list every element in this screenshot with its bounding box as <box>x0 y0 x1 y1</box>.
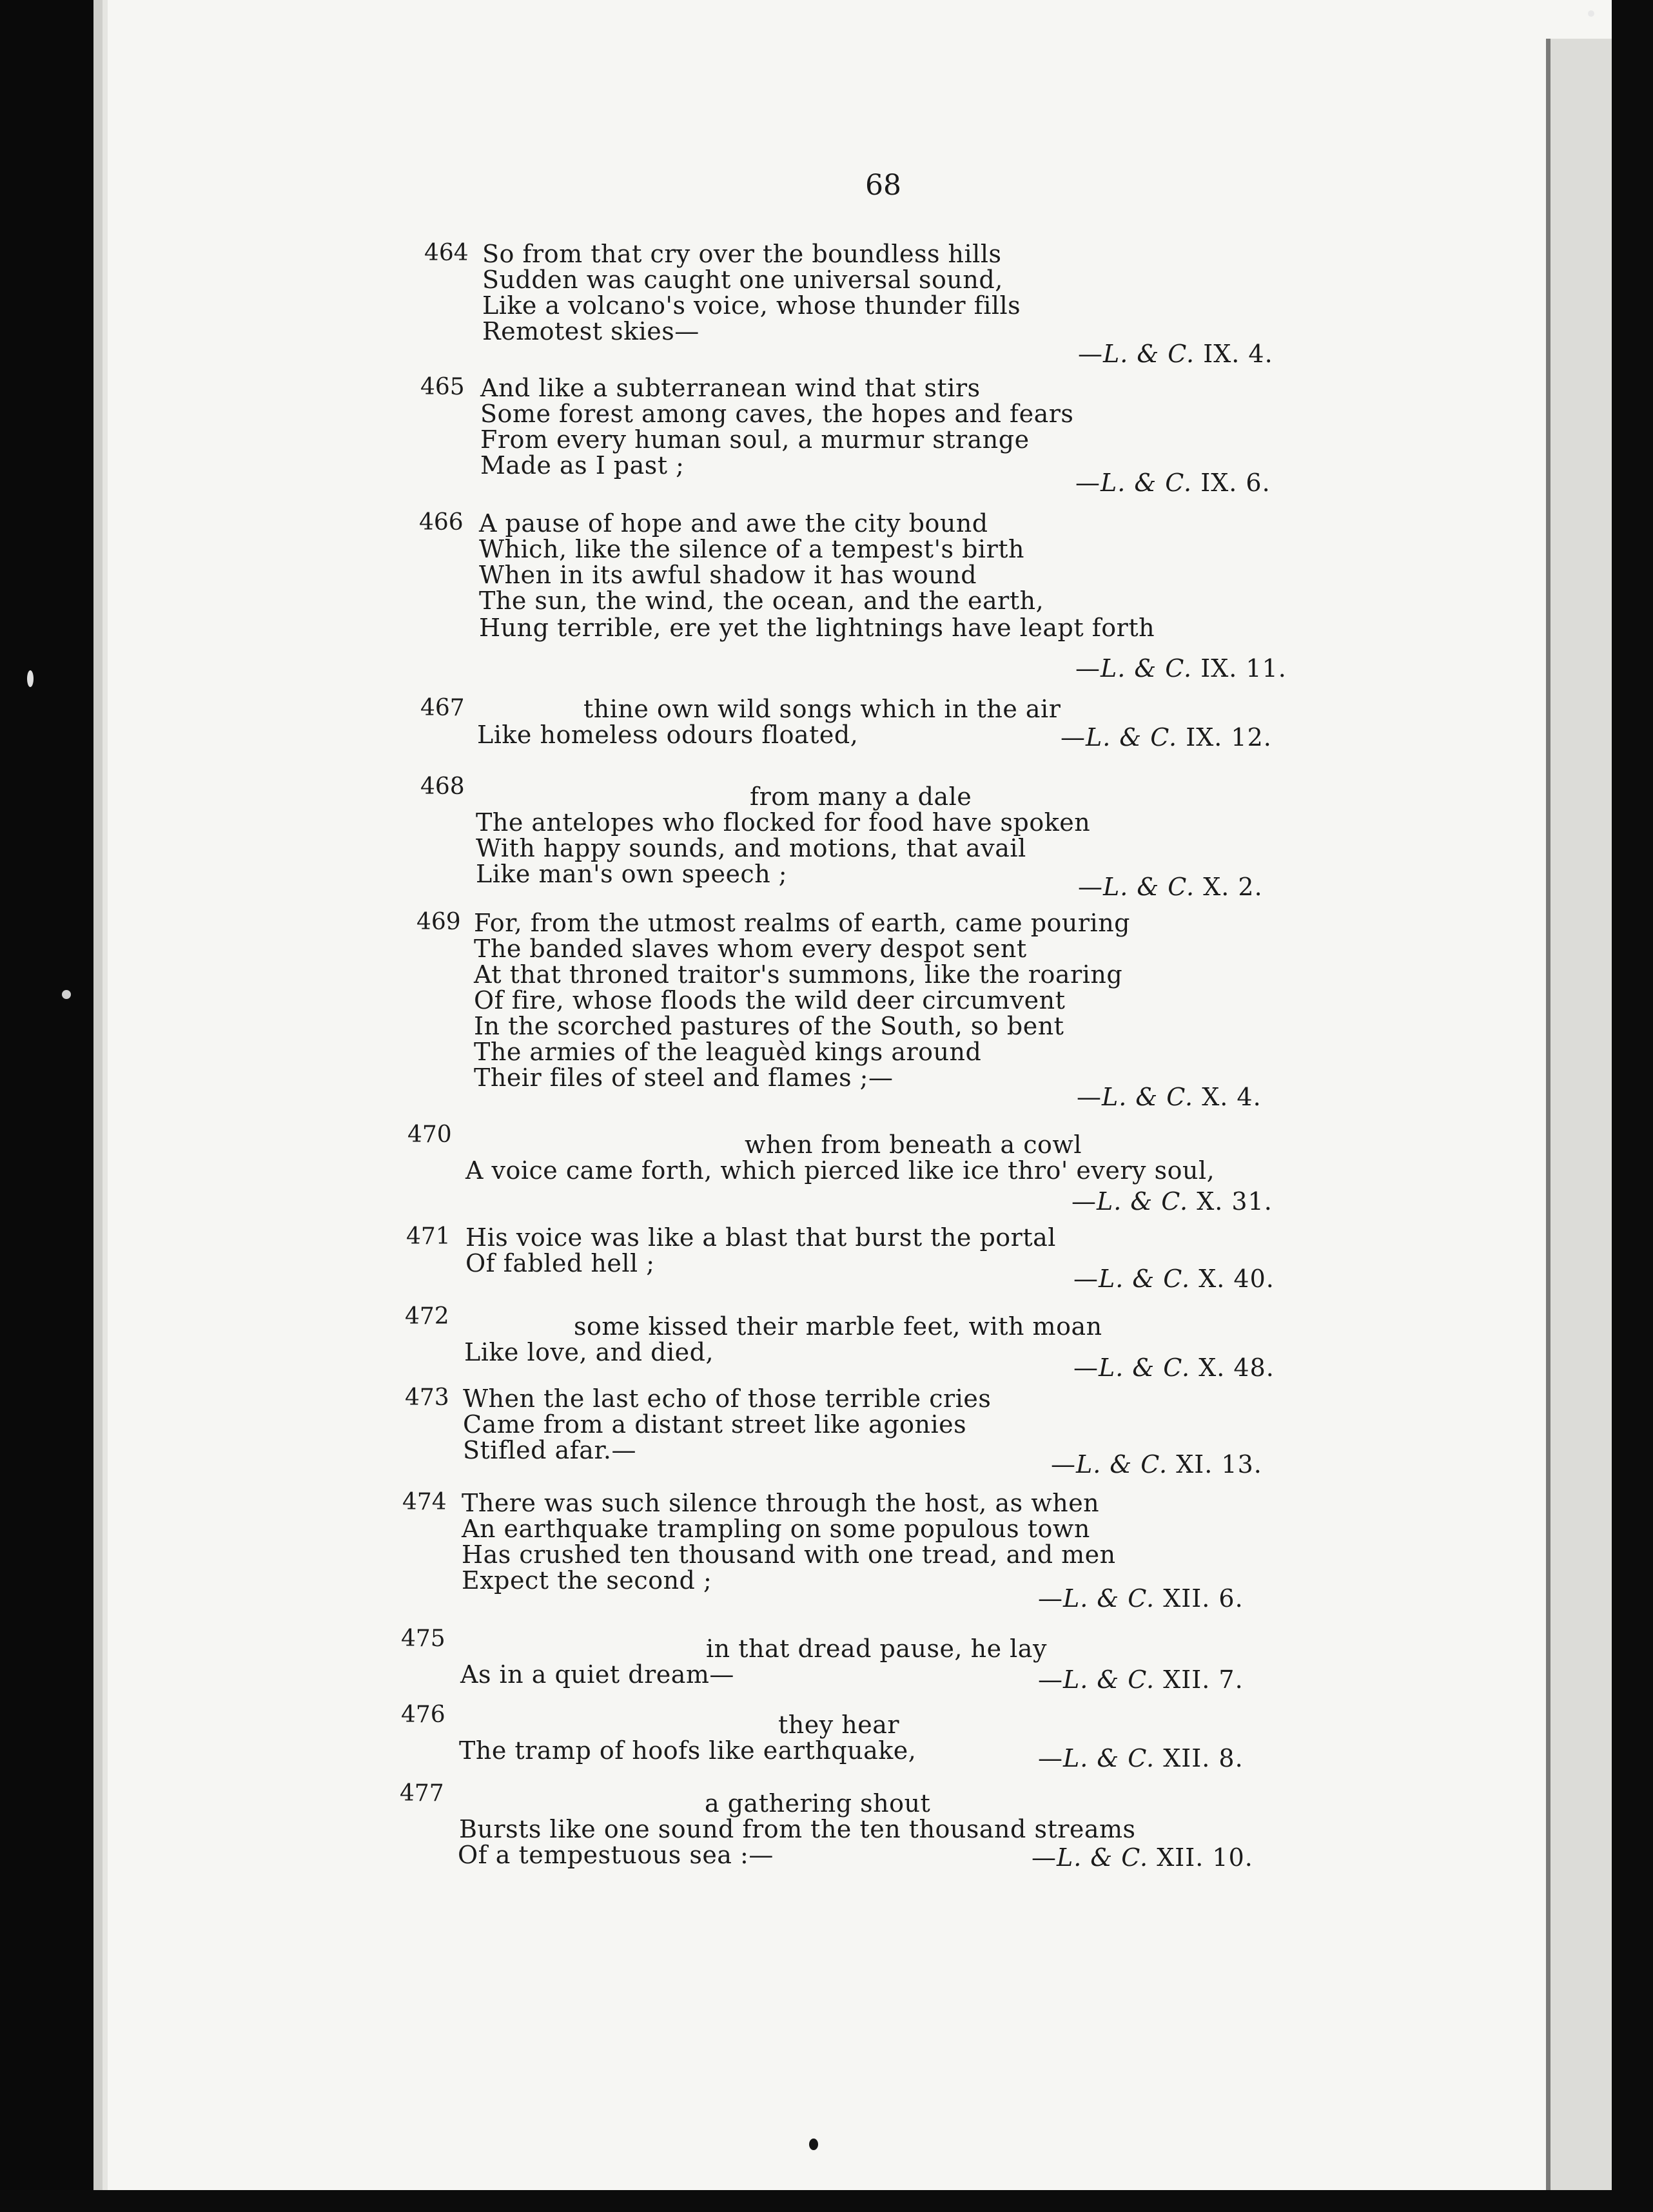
citation: —L. & C. X. 4. <box>1077 1083 1262 1111</box>
citation: —L. & C. XII. 10. <box>1032 1843 1253 1872</box>
verse-line: Like homeless odours floated, <box>477 721 859 749</box>
verse-line: The armies of the leaguèd kings around <box>474 1038 982 1066</box>
verse-line: thine own wild songs which in the air <box>583 695 1061 723</box>
citation: —L. & C. IX. 6. <box>1075 469 1271 497</box>
verse-line: For, from the utmost realms of earth, came pouring <box>474 909 1130 937</box>
book-gutter-shadow <box>0 0 97 2212</box>
verse-line: Bursts like one sound from the ten thousand streams <box>459 1815 1136 1843</box>
entry-number: 474 <box>402 1489 447 1515</box>
entry-number: 472 <box>405 1303 449 1330</box>
entry-number: 477 <box>400 1780 444 1807</box>
verse-line: Has crushed ten thousand with one tread, and men <box>462 1540 1116 1569</box>
scan-speck <box>62 990 71 999</box>
verse-line: Hung terrible, ere yet the lightnings have leapt forth <box>479 614 1155 642</box>
entry-number: 464 <box>424 240 469 266</box>
scan-border-bottom <box>0 2190 1653 2212</box>
facing-page-edge <box>1546 39 1612 2191</box>
verse-line: Made as I past ; <box>480 451 685 480</box>
entry-number: 475 <box>401 1625 445 1652</box>
entry-number: 473 <box>405 1384 449 1411</box>
verse-line: from many a dale <box>750 782 972 811</box>
verse-line: Came from a distant street like agonies <box>463 1410 967 1439</box>
entry-number: 467 <box>420 695 465 721</box>
citation: —L. & C. X. 31. <box>1071 1187 1273 1216</box>
citation: —L. & C. XII. 6. <box>1038 1584 1244 1613</box>
verse-line: A voice came forth, which pierced like ice thro' every soul, <box>465 1156 1215 1185</box>
citation: —L. & C. X. 2. <box>1078 873 1263 901</box>
verse-line: a gathering shout <box>705 1789 931 1818</box>
entry-number: 476 <box>401 1702 445 1728</box>
verse-line: Expect the second ; <box>462 1566 712 1595</box>
citation: —L. & C. IX. 11. <box>1075 654 1287 683</box>
citation: —L. & C. X. 48. <box>1073 1353 1275 1382</box>
scan-speck <box>809 2139 818 2150</box>
verse-line: Sudden was caught one universal sound, <box>482 266 1003 294</box>
verse-line: Like a volcano's voice, whose thunder fills <box>482 291 1021 320</box>
verse-line: Like man's own speech ; <box>476 860 788 888</box>
citation: —L. & C. XII. 8. <box>1038 1744 1244 1772</box>
verse-line: Like love, and died, <box>464 1338 714 1366</box>
entry-number: 470 <box>407 1121 452 1148</box>
verse-line: In the scorched pastures of the South, so bent <box>474 1012 1064 1040</box>
verse-line: The tramp of hoofs like earthquake, <box>459 1736 917 1765</box>
entry-number: 465 <box>420 374 465 400</box>
citation: —L. & C. XII. 7. <box>1038 1665 1244 1694</box>
verse-line: when from beneath a cowl <box>745 1130 1082 1159</box>
verse-line: An earthquake trampling on some populous town <box>462 1515 1090 1543</box>
entry-number: 468 <box>420 773 465 800</box>
verse-line: And like a subterranean wind that stirs <box>480 374 981 402</box>
verse-line: From every human soul, a murmur strange <box>480 425 1030 454</box>
verse-line: Some forest among caves, the hopes and fears <box>480 400 1074 428</box>
verse-line: Stifled afar.— <box>463 1436 637 1464</box>
verse-line: Their files of steel and flames ;— <box>474 1063 894 1092</box>
citation: —L. & C. X. 40. <box>1073 1265 1275 1293</box>
verse-line: Of fabled hell ; <box>465 1249 655 1277</box>
verse-line: Of fire, whose floods the wild deer circumvent <box>474 986 1066 1014</box>
book-page <box>93 0 1612 2191</box>
verse-line: A pause of hope and awe the city bound <box>479 509 988 538</box>
entry-number: 466 <box>419 509 464 536</box>
verse-line: Which, like the silence of a tempest's birth <box>479 535 1024 563</box>
verse-line: The antelopes who flocked for food have spoken <box>476 808 1091 837</box>
verse-line: As in a quiet dream— <box>460 1660 734 1689</box>
verse-line: When in its awful shadow it has wound <box>479 561 977 589</box>
scan-speck <box>1588 10 1594 17</box>
verse-line: His voice was like a blast that burst the portal <box>465 1223 1056 1252</box>
citation: —L. & C. IX. 4. <box>1078 340 1273 368</box>
verse-line: Of a tempestuous sea :— <box>458 1841 774 1869</box>
entry-number: 469 <box>416 909 461 935</box>
verse-line: With happy sounds, and motions, that avail <box>476 834 1026 862</box>
entry-number: 471 <box>406 1223 451 1250</box>
scan-speck <box>27 670 34 687</box>
page-number: 68 <box>865 169 901 202</box>
verse-line: When the last echo of those terrible cries <box>463 1384 992 1413</box>
verse-line: Remotest skies— <box>482 317 699 345</box>
verse-line: There was such silence through the host, as when <box>462 1489 1100 1517</box>
citation: —L. & C. XI. 13. <box>1051 1450 1262 1479</box>
verse-line: So from that cry over the boundless hills <box>482 240 1002 268</box>
verse-line: The sun, the wind, the ocean, and the earth, <box>479 587 1044 615</box>
verse-line: some kissed their marble feet, with moan <box>574 1312 1102 1341</box>
verse-line: they hear <box>778 1711 900 1739</box>
citation: —L. & C. IX. 12. <box>1061 723 1272 752</box>
verse-line: At that throned traitor's summons, like the roaring <box>474 960 1123 989</box>
verse-line: in that dread pause, he lay <box>706 1635 1047 1663</box>
verse-line: The banded slaves whom every despot sent <box>474 935 1027 963</box>
